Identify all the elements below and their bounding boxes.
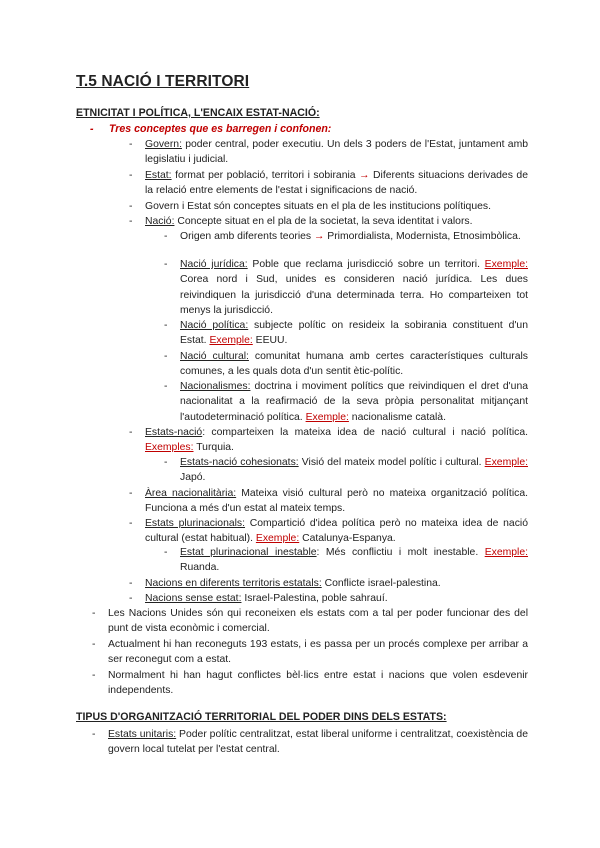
text-area: Mateixa visió cultural però no mateixa organització política. Funciona a més d'un estat al mateix temps. xyxy=(145,488,528,515)
list-item-estats-unitaris xyxy=(92,727,528,758)
term-diferents: Nacions en diferents territoris estatals: xyxy=(145,578,322,589)
text-diferents: Conflicte israel-palestina. xyxy=(321,578,441,589)
arrow-icon: → xyxy=(359,170,370,181)
term-estats-nacio: Estats-nació xyxy=(145,427,203,438)
example-label: Exemple: xyxy=(255,533,300,545)
bullet-marker: - xyxy=(92,608,96,619)
bullet-marker: - xyxy=(164,351,168,362)
list-item-nacions-unides xyxy=(92,606,528,637)
bullet-marker: - xyxy=(92,670,96,681)
text-nacions-unides: Les Nacions Unides són qui reconeixen els estats com a tal per poder funcionar des del punt de vista econòmic i comercial. xyxy=(108,608,528,635)
text-estats-nacio-2: Turquia. xyxy=(193,442,234,454)
list-item-area-nacionalitaria xyxy=(129,486,528,517)
arrow-icon: → xyxy=(314,231,325,242)
text-inestable-1: : Més conflictiu i molt inestable. xyxy=(316,547,485,558)
term-inestable: Estat plurinacional inestable xyxy=(180,547,317,558)
text-origen-1: Origen amb diferents teories xyxy=(180,231,314,242)
text-cohesionats-2: Japó. xyxy=(180,472,206,484)
bullet-marker: - xyxy=(129,216,133,227)
text-estat-1: format per població, territori i sobirania xyxy=(171,170,360,181)
text-plurinacionals-2: Catalunya-Espanya. xyxy=(299,533,396,545)
bullet-marker: - xyxy=(129,488,133,499)
text-govern: poder central, poder executiu. Un dels 3 poders de l'Estat, juntament amb legislatiu i judicial. xyxy=(145,139,528,166)
bullet-marker: - xyxy=(164,381,168,392)
text-estat-2: Diferents situacions derivades de la relació entre elements de l'estat i significacions de nació. xyxy=(145,170,528,197)
list-item-nacionalismes xyxy=(164,379,528,425)
term-nacio-cultural: Nació cultural: xyxy=(180,351,249,362)
section-heading-etnicitat: ETNICITAT I POLÍTICA, L'ENCAIX ESTAT-NACIÓ: xyxy=(76,107,320,119)
term-unitaris: Estats unitaris: xyxy=(108,729,177,740)
bullet-marker: - xyxy=(129,139,133,150)
list-item-sense-estat xyxy=(129,591,528,606)
list-item-conflictes xyxy=(92,668,528,699)
bullet-marker: - xyxy=(90,123,94,135)
term-area: Àrea nacionalitària: xyxy=(145,488,237,499)
bullet-marker: - xyxy=(164,457,168,468)
text-juridica-1: Poble que reclama jurisdicció sobre un territori. xyxy=(247,259,485,270)
text-estats-nacio-1: : comparteixen la mateixa idea de nació cultural i nació política. xyxy=(202,427,528,438)
bullet-marker: - xyxy=(164,259,168,270)
bullet-marker: - xyxy=(92,639,96,650)
term-estat: Estat: xyxy=(145,170,172,181)
list-item-inestable xyxy=(164,545,529,576)
term-nacio-politica: Nació política: xyxy=(180,320,249,331)
text-cohesionats-1: Visió del mateix model polític i cultural. xyxy=(298,457,485,468)
term-cohesionats: Estats-nació cohesionats: xyxy=(180,457,299,468)
example-label: Exemple: xyxy=(484,259,528,270)
text-juridica-2: Corea nord i Sud, unides es consideren nació jurídica. Les dues reivindiquen la jurisdicció d'una determinada terra. Ho comparteixen tot menys la jurisdicció. xyxy=(180,274,528,316)
text-origen-2: Primordialista, Modernista, Etnosimbòlica. xyxy=(324,231,521,242)
text-plurinacionals-1: Compartició d'idea política però no mateixa idea de nació cultural (estat habitual). xyxy=(145,518,528,545)
bullet-marker: - xyxy=(129,427,133,438)
list-item-nacio xyxy=(129,214,528,229)
bullet-marker: - xyxy=(129,201,133,212)
text-inestable-2: Ruanda. xyxy=(180,562,220,574)
list-item-nacio-cultural xyxy=(164,349,528,380)
list-item-cohesionats xyxy=(164,455,528,486)
list-item-plurinacionals xyxy=(129,516,528,547)
text-sense-estat: Israel-Palestina, poble sahrauí. xyxy=(241,593,388,604)
term-nacio-juridica: Nació jurídica: xyxy=(180,259,248,270)
text-nacio: Concepte situat en el pla de la societat, la seva identitat i valors. xyxy=(174,216,473,227)
list-item-reconeguts xyxy=(92,637,528,668)
bullet-marker: - xyxy=(129,593,133,604)
bullet-marker: - xyxy=(92,729,96,740)
text-nacionalismes-1: doctrina i moviment polítics que reivindiquen el dret d'una nacionalitat a la reafirmació de la seva pròpia personalitat mitjançant l'autodeterminació política. xyxy=(180,381,528,423)
example-label: Exemple: xyxy=(484,457,528,468)
list-item-estat xyxy=(129,168,528,199)
list-item-nacio-politica xyxy=(164,318,528,349)
text-politica-1: subjecte polític on resideix la sobirania constituent d'un Estat. xyxy=(180,320,528,347)
list-item-govern xyxy=(129,137,528,168)
list-item-estats-nacio xyxy=(129,425,528,456)
bullet-marker: - xyxy=(164,547,168,558)
text-govern-estat: Govern i Estat són conceptes situats en el pla de les institucions polítiques. xyxy=(145,201,491,212)
list-item-origen xyxy=(164,229,528,244)
list-item-diferents-territoris xyxy=(129,576,528,591)
term-plurinacionals: Estats plurinacionals: xyxy=(145,518,246,529)
text-cultural: comunitat humana amb certes característiques culturals comunes, a les quals dota d'un sentit ètic-polític. xyxy=(180,351,528,378)
text-politica-2: EEUU. xyxy=(252,335,288,347)
term-nacio: Nació: xyxy=(145,216,175,227)
term-nacionalismes: Nacionalismes: xyxy=(180,381,251,392)
text-conflictes: Normalment hi han hagut conflictes bèl·lics entre estat i nacions que volen esdevenir independents. xyxy=(108,670,528,697)
term-sense-estat: Nacions sense estat: xyxy=(145,593,242,604)
section-heading-organitzacio: TIPUS D'ORGANITZACIÓ TERRITORIAL DEL PODER DINS DELS ESTATS: xyxy=(76,711,447,723)
bullet-marker: - xyxy=(164,231,168,242)
text-reconeguts: Actualment hi han reconeguts 193 estats, i es passa per un procés complexe per arribar a ser reconegut com a estat. xyxy=(108,639,528,666)
text-nacionalismes-2: nacionalisme català. xyxy=(348,411,446,423)
text-unitaris: Poder polític centralitzat, estat liberal uniforme i centralitzat, coexistència de govern local tutelat per l'estat central. xyxy=(108,729,528,756)
bullet-marker: - xyxy=(129,518,133,529)
term-govern: Govern: xyxy=(145,139,182,150)
example-label: Exemples: xyxy=(145,442,194,454)
intro-text: Tres conceptes que es barregen i confonen: xyxy=(109,123,332,135)
example-label: Exemple: xyxy=(484,547,529,558)
page-title: T.5 NACIÓ I TERRITORI xyxy=(76,73,250,90)
example-label: Exemple: xyxy=(209,335,253,347)
bullet-marker: - xyxy=(129,170,133,181)
example-label: Exemple: xyxy=(305,411,349,423)
list-item-nacio-juridica xyxy=(164,257,528,318)
bullet-marker: - xyxy=(164,320,168,331)
list-item-govern-estat xyxy=(129,199,528,214)
bullet-marker: - xyxy=(129,578,133,589)
